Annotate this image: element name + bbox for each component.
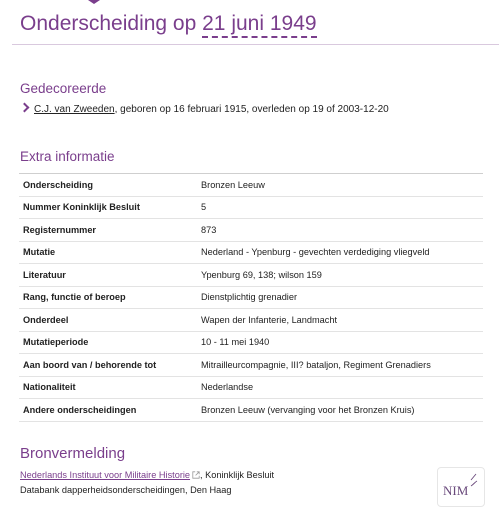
info-row [19,174,483,197]
info-value: Bronzen Leeuw (vervanging voor het Bronzen Kruis) [197,399,483,422]
info-label: Onderscheiding [19,174,197,197]
info-label: Nationaliteit [19,376,197,399]
info-row [19,264,483,287]
info-value: Bronzen Leeuw [197,174,483,197]
person-entry [20,104,389,115]
info-label: Andere onderscheidingen [19,399,197,422]
info-value: Nederlandse [197,376,483,399]
extra-info-body [19,174,483,422]
info-label: Onderdeel [19,309,197,332]
info-value: Ypenburg 69, 138; wilson 159 [197,264,483,287]
info-row [19,354,483,377]
info-label: Rang, functie of beroep [19,286,197,309]
info-value: 10 - 11 mei 1940 [197,331,483,354]
nimh-logo [437,467,485,507]
source-line-2: Databank dapperheidsonderscheidingen, Den Haag [20,485,232,495]
info-value: Wapen der Infanterie, Landmacht [197,309,483,332]
info-value: Nederland - Ypenburg - gevechten verdediging vliegveld [197,241,483,264]
info-label: Literatuur [19,264,197,287]
page-title-prefix: Onderscheiding op [20,12,203,35]
info-row [19,196,483,219]
info-value: Mitrailleurcompagnie, III? bataljon, Regiment Grenadiers [197,354,483,377]
info-value: 873 [197,219,483,242]
chevron-right-icon [20,103,30,113]
info-row [19,331,483,354]
date-link[interactable]: 21 juni 1949 [202,12,316,38]
info-label: Mutatie [19,241,197,264]
info-value: 5 [197,196,483,219]
extra-info-table [19,173,483,422]
extra-info-heading: Extra informatie [20,149,115,164]
info-row [19,376,483,399]
source-link-suffix: , Koninklijk Besluit [200,470,275,480]
info-label: Registernummer [19,219,197,242]
page-title [20,12,317,36]
source-heading: Bronvermelding [20,445,126,462]
source-line-1 [20,470,274,480]
nimh-link[interactable]: Nederlands Instituut voor Militaire Historie [20,470,191,480]
external-link-icon [192,471,200,479]
info-label: Mutatieperiode [19,331,197,354]
person-name-link[interactable]: C.J. van Zweeden [34,104,115,115]
info-row [19,309,483,332]
info-row [19,241,483,264]
top-notch-marker [88,0,100,4]
decorated-heading: Gedecoreerde [20,81,107,96]
person-details: , geboren op 16 februari 1915, overleden op 19 of 2003-12-20 [114,104,389,115]
info-label: Aan boord van / behorende tot [19,354,197,377]
logo-text: NIM [443,483,469,498]
info-row [19,399,483,422]
info-row [19,286,483,309]
info-label: Nummer Koninklijk Besluit [19,196,197,219]
title-divider [12,44,499,45]
info-row [19,219,483,242]
info-value: Dienstplichtig grenadier [197,286,483,309]
